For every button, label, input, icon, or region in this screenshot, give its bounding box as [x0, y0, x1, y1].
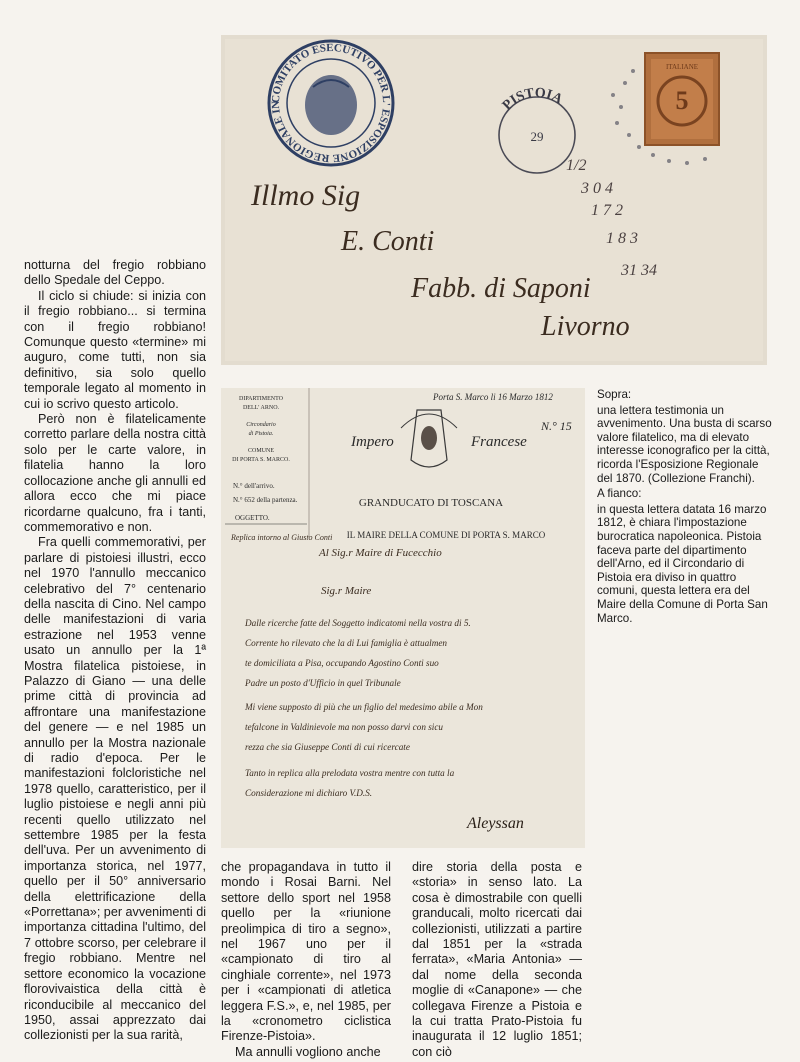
letter-header-line: DELL' ARNO.: [242, 405, 280, 411]
letter-body-line: rezza che sia Giuseppe Conti di cui ricercate: [245, 742, 410, 752]
address-line: E. Conti: [341, 226, 435, 257]
departure-label: N.° 652 della partenza.: [233, 496, 298, 504]
photo-caption: [597, 388, 777, 627]
article-paragraph: Ma annulli vogliono anche: [235, 1044, 381, 1059]
maire-heading: IL MAIRE DELLA COMUNE DI PORTA S. MARCO: [346, 530, 546, 540]
empire-left: Impero: [351, 434, 394, 450]
article-paragraph: dire storia della posta e «storia» in senso lato. La cosa è dimostrabile con quelli granducali, molto ricercati dai collezionisti, utilizzati a partire dal 1851 per la «strada ferrata», «Maria Antonia» — dal nome della seconda moglie di «Canapone» — che collegava Firenze a Pistoia e la cui tratta Prato-Pistoia fu inaugurata il 12 luglio 1851; con ciò: [412, 860, 582, 1059]
addressee: Al Sig.r Maire di Fucecchio: [319, 547, 442, 559]
arrival-label: N.° dell'arrivo.: [233, 482, 275, 490]
salutation: Sig.r Maire: [321, 585, 372, 597]
article-paragraph: Il ciclo si chiude: si inizia con il fregio robbiano... si termina con il fregio robbiano! Comunque questo «termine» mi auguro, come tutti, non sia definitivo, sia solo quello temporale legato al momento in cui io scrivo questo articolo.: [24, 288, 206, 411]
caption-text-side: in questa lettera datata 16 marzo 1812, è chiara l'impostazione burocratica napoleonica. Pistoia faceva parte del dipartimento dell'Arno, ed il Circondario di Pistoia era diviso in quattro comuni, questa lettera era del Maire della Comune di Porta San Marco.: [597, 502, 768, 625]
article-column-left: [24, 258, 206, 1044]
letter-header-line: Circondario: [246, 422, 276, 428]
envelope-photo: [221, 35, 767, 365]
letter-body-line: Padre un posto d'Ufficio in quel Tribunale: [245, 678, 401, 688]
letter-body-line: Corrente ho rilevato che la di Lui famiglia è attualmen: [245, 638, 448, 648]
svg-text:5: 5: [675, 86, 689, 115]
postmark-city: PISTOIA: [499, 85, 565, 114]
caption-heading-above: Sopra:: [597, 388, 632, 401]
letter-date: Porta S. Marco li 16 Marzo 1812: [433, 392, 553, 402]
letter-body-line: tefalcone in Valdinievole ma non posso darvi con sicu: [245, 722, 444, 732]
object-label: OGGETTO.: [235, 514, 270, 522]
article-column-right: [412, 860, 582, 1060]
svg-text:31 34: 31 34: [621, 262, 657, 279]
address-line: Illmo Sig: [251, 179, 361, 212]
seal-text: COMITATO ESECUTIVO PER L' ESPOSIZIONE REGIONALE IN: [269, 41, 393, 165]
postage-stamp: [645, 53, 719, 145]
letter-header-line: di Pistoia.: [248, 431, 274, 437]
letter-header-line: COMUNE: [247, 448, 275, 454]
letter-header-line: DIPARTIMENTO: [239, 396, 283, 402]
envelope-image: [221, 35, 767, 365]
article-paragraph: Però non è filatelicamente corretto parlare della nostra città solo per le carte valore, in filatelia hanno la loro collocazione anche gli annulli ed allora ecco che mi piace ricordarne qualcuno, fra i tanti, commemorativo e non.: [24, 412, 206, 534]
letter-body-line: Tanto in replica alla prelodata vostra mentre con tutta la: [245, 768, 455, 778]
article-paragraph: notturna del fregio robbiano dello Spedale del Ceppo.: [24, 258, 206, 288]
address-line: Fabb. di Saponi: [411, 273, 591, 304]
svg-text:1/2: 1/2: [566, 157, 587, 174]
stamp-label: ITALIANE: [665, 63, 699, 71]
letter-number: N.° 15: [541, 419, 572, 433]
article-paragraph: Fra quelli commemorativi, per parlare di pistoiesi illustri, ecco nel 1970 l'annullo meccanico celebrativo del 7° centenario della nascita di Cino. Nel campo delle manifestazioni di varia estrazione nel 1953 venne usato un annullo per la 1ª Mostra filatelica pistoiese, in Palazzo di Giano — una delle prime città di provincia ad affrontare una manifestazione del genere — e nel 1985 un annullo per la Mostra nazionale di radio d'epoca. Per le manifestazioni folcloristiche nel 1978 quello, caratteristico, per il luglio pistoiese e negli anni più recenti quello utilizzato nel settembre 1985 per la festa dell'uva. Per un avvenimento di importanza storica, nel 1977, quello per il 50° anniversario della elettrificazione della «Porrettana»; per avvenimenti di importanza cittadina l'ultimo, del 7 ottobre scorso, per celebrare il fregio robbiano. Mentre nel settore economico la vocazione florovivaistica della città è riconducibile al meccanico del 1950, assai apprezzato dai collezionisti per la sua rarità,: [24, 535, 207, 1043]
postmark-date: 29: [530, 129, 544, 144]
caption-text-above: una lettera testimonia un avvenimento. Una busta di scarso valore filatelico, ma di elevato interesse iconografico per la città, ricorda l'Esposizione Regionale del 1870. (Collezione Franchi).: [597, 403, 772, 485]
object-text: Replica intorno al Giusto Conti: [231, 533, 333, 542]
letter-body-line: Dalle ricerche fatte del Soggetto indicatomi nella vostra di 5.: [245, 618, 471, 628]
address-line: Livorno: [541, 311, 630, 342]
letter-body-line: Considerazione mi dichiaro V.D.S.: [245, 788, 373, 798]
letter-body-line: te domiciliata a Pisa, occupando Agostino Conti suo: [245, 658, 439, 668]
letter-photo: [221, 388, 585, 848]
caption-heading-side: A fianco:: [597, 487, 642, 501]
svg-text:1 8 3: 1 8 3: [606, 230, 638, 247]
empire-right: Francese: [471, 434, 527, 450]
article-column-middle: [221, 860, 391, 1060]
letter-header-line: DI PORTA S. MARCO.: [232, 457, 290, 463]
svg-text:3 0 4: 3 0 4: [581, 180, 613, 197]
letter-body-line: Mi viene supposto di più che un figlio del medesimo abile a Mon: [245, 702, 483, 712]
letter-signature: Aleyssan: [467, 815, 524, 832]
svg-text:1 7 2: 1 7 2: [591, 202, 623, 219]
letter-image: [221, 388, 585, 848]
granducato-heading: GRANDUCATO DI TOSCANA: [358, 497, 504, 509]
article-paragraph: che propagandava in tutto il mondo i Rosai Barni. Nel settore dello sport nel 1958 quello per la «riunione preolimpica di tiro a segno», nel 1967 uno per il «campionato di tiro al cinghiale corrente», nel 1973 per i «campionati di atletica leggera F.S.», e, nel 1985, per la «cronometro ciclistica Firenze-Pistoia».: [221, 860, 391, 1044]
